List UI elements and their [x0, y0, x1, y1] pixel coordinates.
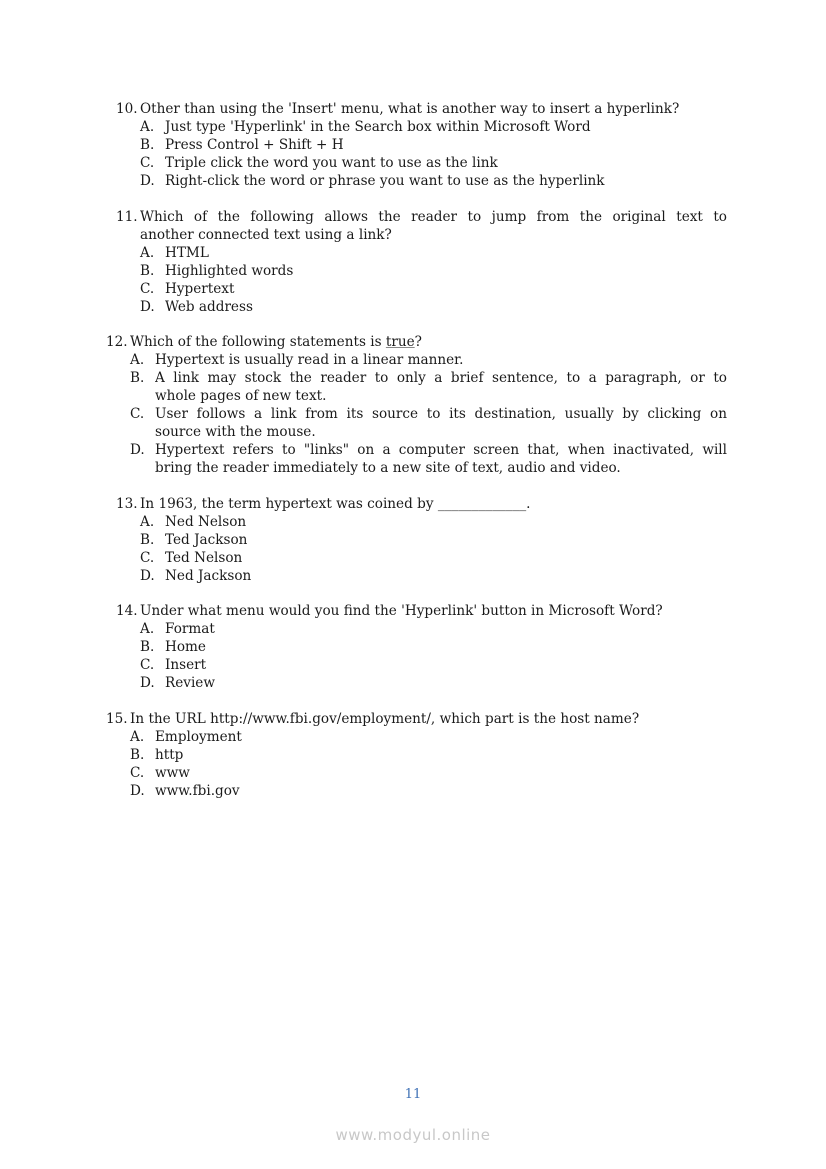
- answer-option: [116, 298, 727, 316]
- option-line: [106, 423, 727, 441]
- option-line: [116, 567, 727, 585]
- option-letter: D.: [140, 299, 155, 315]
- answer-option: [116, 638, 727, 656]
- question-number: 11.: [116, 209, 138, 225]
- answer-option: [106, 782, 727, 800]
- page-number: 11: [404, 1087, 422, 1102]
- option-line: [106, 441, 727, 459]
- answer-option: [116, 262, 727, 280]
- option-text: Right-click the word or phrase you want to use as the hyperlink: [165, 173, 605, 189]
- answer-option: [116, 118, 727, 136]
- option-line: [116, 244, 727, 262]
- option-text: Format: [165, 621, 215, 637]
- question-stem-line: [116, 226, 727, 244]
- option-text: HTML: [165, 245, 209, 261]
- question-stem: [130, 333, 422, 351]
- question-number: 14.: [116, 603, 138, 619]
- answer-option: [116, 567, 727, 585]
- option-text: User follows a link from its source to its destination, usually by clicking on: [155, 406, 727, 422]
- answer-option: [106, 728, 727, 746]
- answer-option: [116, 244, 727, 262]
- option-letter: D.: [140, 173, 155, 189]
- question: [116, 100, 727, 190]
- question: [106, 333, 727, 477]
- option-letter: D.: [130, 783, 145, 799]
- option-text: www: [155, 765, 190, 781]
- option-text: Hypertext is usually read in a linear manner.: [155, 352, 464, 368]
- answer-option: [116, 674, 727, 692]
- option-text: Ned Nelson: [165, 514, 247, 530]
- answer-option: [106, 351, 727, 369]
- option-text: Hypertext: [165, 281, 235, 297]
- question-stem-line: [116, 602, 727, 620]
- question-stem-line: [106, 333, 727, 351]
- answer-option: [106, 746, 727, 764]
- answer-option: [116, 513, 727, 531]
- option-text: whole pages of new text.: [155, 388, 327, 404]
- option-text: source with the mouse.: [155, 424, 316, 440]
- option-letter: C.: [140, 281, 155, 297]
- option-letter: C.: [130, 765, 145, 781]
- question-stem: Other than using the 'Insert' menu, what is another way to insert a hyperlink?: [140, 101, 680, 117]
- option-text: Review: [165, 675, 215, 691]
- question: [106, 710, 727, 800]
- option-text: Hypertext refers to "links" on a computer screen that, when inactivated, will: [155, 442, 727, 458]
- question-stem-line: [116, 100, 727, 118]
- option-line: [106, 369, 727, 387]
- option-line: [106, 459, 727, 477]
- question-stem: Which of the following allows the reader to jump from the original text to: [140, 209, 727, 225]
- option-line: [116, 172, 727, 190]
- stem-text: Which of the following statements is: [130, 334, 386, 350]
- question-stem: In 1963, the term hypertext was coined by _____________.: [140, 496, 531, 512]
- option-text: Ted Nelson: [165, 550, 243, 566]
- option-text: Press Control + Shift + H: [165, 137, 344, 153]
- answer-option: [116, 620, 727, 638]
- option-line: [106, 764, 727, 782]
- option-letter: C.: [140, 657, 155, 673]
- option-letter: B.: [140, 639, 155, 655]
- option-text: Highlighted words: [165, 263, 294, 279]
- option-text: A link may stock the reader to only a brief sentence, to a paragraph, or to: [155, 370, 727, 386]
- option-text: www.fbi.gov: [155, 783, 240, 799]
- option-line: [116, 549, 727, 567]
- option-line: [106, 405, 727, 423]
- question-stem-line: [116, 208, 727, 226]
- option-line: [106, 728, 727, 746]
- option-letter: A.: [130, 729, 145, 745]
- answer-option: [116, 280, 727, 298]
- answer-option: [116, 531, 727, 549]
- watermark: www.modyul.online: [335, 1126, 491, 1144]
- answer-option: [106, 369, 727, 405]
- option-text: Just type 'Hyperlink' in the Search box within Microsoft Word: [165, 119, 591, 135]
- option-text: Ned Jackson: [165, 568, 252, 584]
- option-line: [116, 298, 727, 316]
- option-letter: D.: [130, 442, 145, 458]
- option-line: [106, 351, 727, 369]
- question: [116, 602, 727, 692]
- option-letter: C.: [140, 155, 155, 171]
- option-letter: D.: [140, 568, 155, 584]
- option-line: [116, 154, 727, 172]
- answer-option: [116, 154, 727, 172]
- option-letter: A.: [130, 352, 145, 368]
- option-line: [116, 136, 727, 154]
- option-line: [106, 746, 727, 764]
- underlined-word: true: [385, 334, 415, 350]
- option-text: Employment: [155, 729, 242, 745]
- option-line: [116, 513, 727, 531]
- option-text: Home: [165, 639, 206, 655]
- option-line: [116, 638, 727, 656]
- answer-option: [116, 656, 727, 674]
- option-line: [116, 280, 727, 298]
- option-letter: C.: [130, 406, 145, 422]
- option-letter: B.: [140, 137, 155, 153]
- question-number: 12.: [106, 334, 128, 350]
- question-stem: In the URL http://www.fbi.gov/employment/, which part is the host name?: [130, 711, 640, 727]
- answer-option: [116, 136, 727, 154]
- option-letter: A.: [140, 621, 155, 637]
- question-stem-line: [116, 495, 727, 513]
- question-stem-line: [106, 710, 727, 728]
- option-letter: C.: [140, 550, 155, 566]
- option-line: [116, 531, 727, 549]
- option-line: [106, 387, 727, 405]
- option-letter: A.: [140, 514, 155, 530]
- option-letter: B.: [130, 370, 145, 386]
- option-line: [116, 620, 727, 638]
- answer-option: [106, 441, 727, 477]
- question-stem: Under what menu would you find the 'Hyperlink' button in Microsoft Word?: [140, 603, 663, 619]
- option-letter: D.: [140, 675, 155, 691]
- stem-text: ?: [414, 334, 422, 350]
- option-line: [116, 118, 727, 136]
- answer-option: [116, 549, 727, 567]
- question-number: 13.: [116, 496, 138, 512]
- question: [116, 208, 727, 316]
- option-text: http: [155, 747, 184, 763]
- question-number: 15.: [106, 711, 128, 727]
- option-text: Triple click the word you want to use as the link: [165, 155, 498, 171]
- option-line: [116, 674, 727, 692]
- option-letter: A.: [140, 119, 155, 135]
- answer-option: [106, 405, 727, 441]
- answer-option: [106, 764, 727, 782]
- option-letter: B.: [140, 263, 155, 279]
- option-text: Web address: [165, 299, 253, 315]
- answer-option: [116, 172, 727, 190]
- question: [116, 495, 727, 585]
- option-letter: A.: [140, 245, 155, 261]
- option-line: [106, 782, 727, 800]
- option-letter: B.: [140, 532, 155, 548]
- option-text: Ted Jackson: [165, 532, 248, 548]
- option-text: bring the reader immediately to a new site of text, audio and video.: [155, 460, 621, 476]
- question-stem: another connected text using a link?: [140, 227, 392, 243]
- option-line: [116, 656, 727, 674]
- question-number: 10.: [116, 101, 138, 117]
- option-letter: B.: [130, 747, 145, 763]
- option-text: Insert: [165, 657, 207, 673]
- option-line: [116, 262, 727, 280]
